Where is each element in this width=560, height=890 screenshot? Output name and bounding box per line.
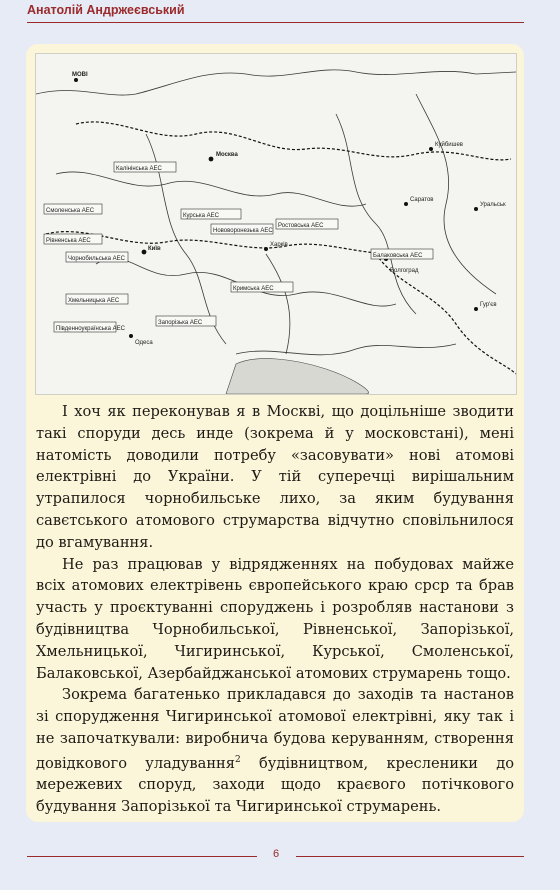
page-number: 6 — [272, 848, 280, 860]
map-label-station-8: Запорізька АЕС — [158, 320, 203, 326]
running-head-author: Анатолій Андржеєвський — [27, 3, 185, 17]
map-label-station-10: Ростовська АЕС — [278, 223, 324, 229]
paragraph-3-part-a: Зокрема багатенько прикладався до заходів та настанов зі спорудження Чигиринської атомової електрівні, яку так і не започаткували: виробнича будова керуванням, створення довідкового уладування — [36, 686, 514, 772]
map-label-city-d: Харків — [270, 242, 288, 248]
map-label-station-6: Рівненська АЕС — [46, 238, 91, 244]
page-header — [0, 0, 560, 26]
body-text — [36, 401, 514, 818]
footer-rule-right — [296, 856, 524, 857]
map-label-city-c: Київ — [148, 246, 161, 252]
footer-rule-left — [27, 856, 257, 857]
map-label-city-b: Москва — [216, 152, 238, 158]
map-label-city-g: Куйбишев — [435, 142, 463, 148]
map-label-station-12: Кримська АЕС — [233, 286, 274, 292]
map-drawing — [36, 54, 516, 394]
map-label-station-11: Південноукраїнська АЕС — [56, 326, 126, 332]
footnote-mark[interactable]: 2 — [234, 754, 241, 765]
map-label-station-5: Чорнобильська АЕС — [68, 256, 125, 262]
paragraph-3 — [36, 684, 514, 818]
map-label-city-f: Саратов — [410, 197, 434, 203]
map-label-station-2: Калінінська АЕС — [116, 166, 162, 172]
map-label-city-h: Волгоград — [390, 268, 419, 274]
map-label-city-j: Гур'єв — [480, 302, 497, 308]
map-label-station-9: Балаковська АЕС — [373, 253, 423, 259]
map-label-station-1: Смоленська АЕС — [46, 208, 95, 214]
map-label-city-e: Одеса — [135, 340, 153, 346]
map-label-station-3: Курська АЕС — [183, 213, 219, 219]
paragraph-1: І хоч як переконував я в Москві, що доцільніше зводити такі споруди десь инде (зокрема й у московстані), мені натомість доводили потребу «засовувати» нові атомові електрівні до України. У тій суперечці вирішальним утрапилося чорнобильське лихо, за яким будування савєтського атомового струмарства відчутно сповільнилося до вгамування. — [36, 403, 514, 551]
map-label-city-a: МОВІ — [72, 72, 88, 78]
paragraph-2: Не раз працював у відрядженнях на побудовах майже всіх атомових електрівень європейського краю срср та брав участь у проєктуванні споруджень і розробляв настанови з будівництва Чорнобильської, Рівненської, Запорізької, Хмельницької, Чигиринської, Курської, Смоленської, Балаковської, Азербайджанської атомових струмарень тощо. — [36, 555, 514, 682]
nuclear-plants-map — [35, 53, 517, 395]
header-rule — [27, 22, 524, 23]
map-label-station-7: Хмельницька АЕС — [68, 298, 120, 304]
map-label-city-i: Уральськ — [480, 202, 506, 208]
paragraph-3-part-b: будівництвом, кресленики до мережевих споруд, заходи щодо краєвого потічкового будування Запорізької та Чигиринської струмарень. — [36, 754, 514, 816]
map-label-station-4: Нововоронезька АЕС — [213, 228, 273, 234]
content-card — [26, 44, 524, 822]
